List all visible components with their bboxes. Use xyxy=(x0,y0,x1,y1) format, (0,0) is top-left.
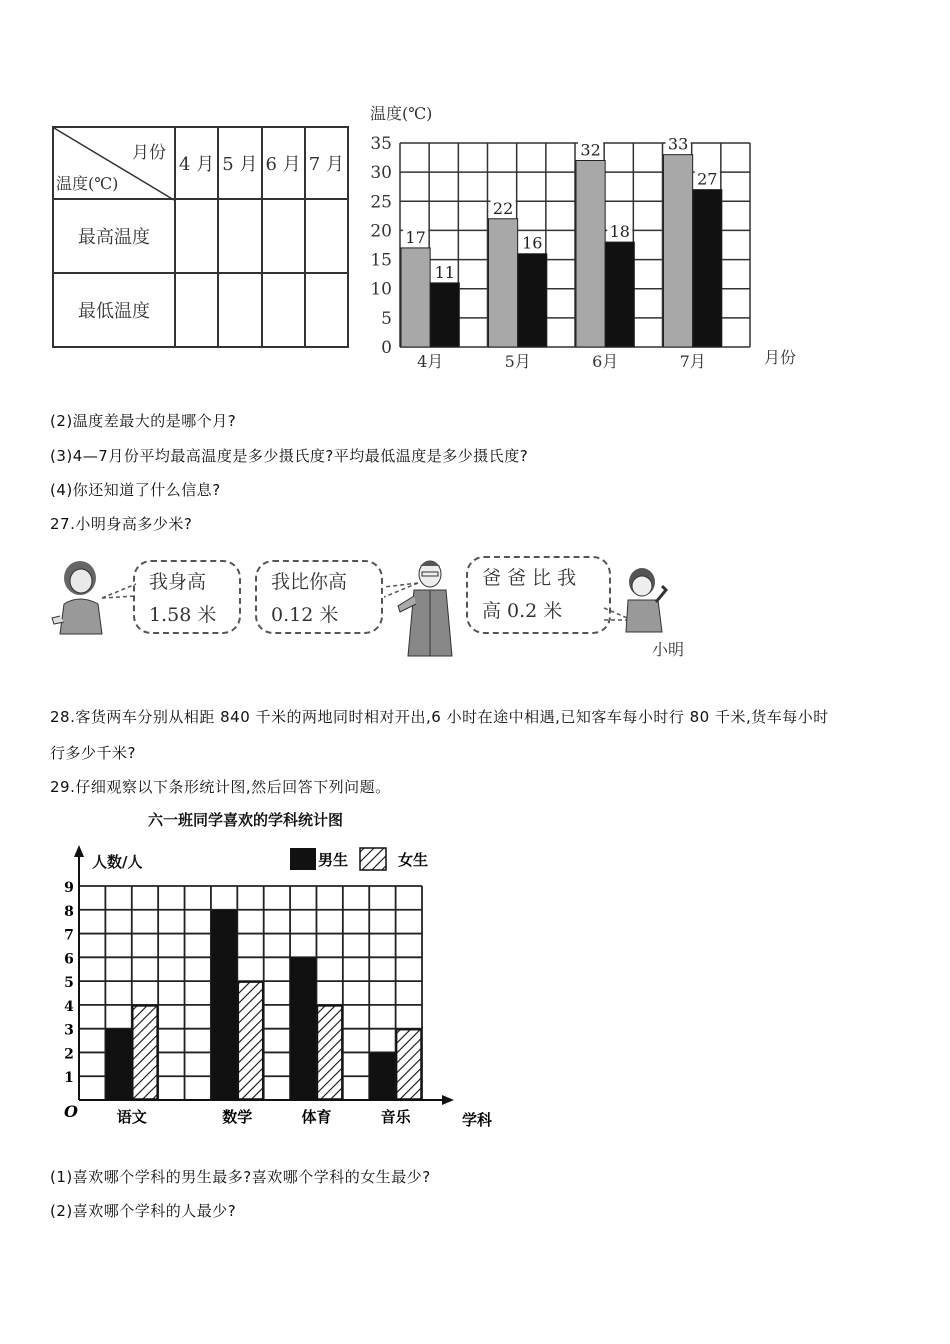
bubble-line: 我身高 xyxy=(149,571,207,593)
y-tick-label: 1 xyxy=(64,1070,74,1087)
y-tick-label: 8 xyxy=(64,903,74,920)
table-cell xyxy=(262,199,305,273)
row-label-max: 最高温度 xyxy=(53,199,175,273)
bar-min-temp xyxy=(605,242,634,347)
legend-girls-swatch xyxy=(360,848,386,870)
x-tick-label: 音乐 xyxy=(380,1108,411,1126)
speech-bubble-mother xyxy=(133,560,241,634)
bar-girls xyxy=(317,1006,341,1099)
bubble-line: 0.12 米 xyxy=(271,604,339,626)
x-tick-label: 5月 xyxy=(504,352,531,371)
y-tick-label: 4 xyxy=(64,998,74,1015)
y-axis-label: 人数/人 xyxy=(92,853,143,871)
bar-max-temp xyxy=(576,160,605,347)
y-tick-label: 9 xyxy=(64,880,74,896)
bar-girls xyxy=(397,1030,421,1099)
data-label: 33 xyxy=(667,134,689,154)
x-tick-label: 数学 xyxy=(222,1108,253,1126)
y-tick-label: 0 xyxy=(381,338,392,358)
data-label: 11 xyxy=(434,262,455,282)
y-tick-label: 15 xyxy=(370,250,392,271)
bubble-line: 1.58 米 xyxy=(149,604,217,626)
question-4: (4)你还知道了什么信息? xyxy=(50,481,221,499)
y-tick-label: 30 xyxy=(370,163,392,184)
bar-boys xyxy=(106,1030,130,1099)
data-label: 16 xyxy=(522,233,543,253)
x-tick-label: 体育 xyxy=(301,1108,332,1126)
legend-boys-swatch xyxy=(290,848,316,870)
y-tick-label: 7 xyxy=(64,927,74,944)
table-cell xyxy=(305,273,348,347)
bubble-line: 爸 爸 比 我 xyxy=(482,567,577,589)
question-28-line1: 28.客货两车分别从相距 840 千米的两地同时相对开出,6 小时在途中相遇,已知客车每小时行 80 千米,货车每小时 xyxy=(50,708,829,726)
table-cell xyxy=(175,273,218,347)
bar-boys xyxy=(291,958,315,1099)
y-tick-label: 25 xyxy=(370,192,392,213)
x-tick-label: 4月 xyxy=(417,352,444,371)
question-2: (2)温度差最大的是哪个月? xyxy=(50,412,237,430)
data-label: 17 xyxy=(405,227,426,247)
x-tick-label: 6月 xyxy=(592,352,619,371)
origin-label: O xyxy=(64,1102,78,1121)
subject-bar-chart xyxy=(50,805,493,1135)
y-tick-label: 5 xyxy=(64,975,74,992)
bar-boys xyxy=(370,1053,394,1099)
bar-max-temp xyxy=(489,219,518,347)
temperature-bar-chart xyxy=(360,95,800,380)
table-month-header: 4 月 xyxy=(175,127,218,199)
table-cell xyxy=(218,199,261,273)
table-cell xyxy=(175,199,218,273)
question-29: 29.仔细观察以下条形统计图,然后回答下列问题。 xyxy=(50,778,391,796)
y-tick-label: 35 xyxy=(370,134,392,154)
row-label-min: 最低温度 xyxy=(53,273,175,347)
x-tick-label: 语文 xyxy=(116,1108,147,1126)
header-month-label: 月份 xyxy=(132,143,166,163)
y-axis-label: 温度(℃) xyxy=(370,104,433,123)
bar-min-temp xyxy=(518,254,547,347)
data-label: 22 xyxy=(492,198,514,218)
question-29-1: (1)喜欢哪个学科的男生最多?喜欢哪个学科的女生最少? xyxy=(50,1168,431,1186)
xiaoming-figure xyxy=(620,566,670,636)
y-tick-label: 5 xyxy=(381,308,392,329)
y-tick-label: 2 xyxy=(64,1046,74,1063)
table-month-header: 7 月 xyxy=(305,127,348,199)
y-tick-label: 10 xyxy=(370,279,392,300)
legend-boys-label: 男生 xyxy=(318,851,349,869)
table-diagonal-header xyxy=(53,127,175,199)
bubble-line: 我比你高 xyxy=(271,571,348,593)
bar-min-temp xyxy=(430,283,459,347)
y-tick-label: 20 xyxy=(370,221,392,242)
bar-min-temp xyxy=(693,190,722,347)
x-axis-label: 月份 xyxy=(764,348,797,367)
table-month-header: 5 月 xyxy=(218,127,261,199)
speech-bubble-father xyxy=(255,560,383,634)
x-axis-label: 学科 xyxy=(462,1111,493,1129)
table-cell xyxy=(305,199,348,273)
chart-title: 六一班同学喜欢的学科统计图 xyxy=(148,811,344,829)
y-tick-label: 3 xyxy=(64,1022,74,1039)
x-tick-label: 7月 xyxy=(679,352,706,371)
header-temp-label: 温度(℃) xyxy=(56,174,119,193)
speech-bubble-xiaoming xyxy=(466,556,611,634)
xiaoming-name: 小明 xyxy=(652,640,685,659)
data-label: 27 xyxy=(697,169,718,189)
question-27: 27.小明身高多少米? xyxy=(50,515,193,533)
y-axis-arrow xyxy=(74,845,84,857)
bar-max-temp xyxy=(401,248,430,347)
bar-boys xyxy=(212,911,236,1099)
table-cell xyxy=(218,273,261,347)
question-3: (3)4—7月份平均最高温度是多少摄氏度?平均最低温度是多少摄氏度? xyxy=(50,447,529,465)
temperature-table xyxy=(52,126,349,348)
bubble-line: 高 0.2 米 xyxy=(482,600,563,622)
father-figure xyxy=(396,556,466,658)
table-month-header: 6 月 xyxy=(262,127,305,199)
y-tick-label: 6 xyxy=(64,951,74,968)
bar-girls xyxy=(238,982,262,1099)
bar-girls xyxy=(133,1006,157,1099)
bar-max-temp xyxy=(664,155,693,347)
question-28-line2: 行多少千米? xyxy=(50,744,136,762)
x-axis-arrow xyxy=(442,1095,454,1105)
table-cell xyxy=(262,273,305,347)
legend-girls-label: 女生 xyxy=(398,851,429,869)
data-label: 18 xyxy=(609,222,630,242)
data-label: 32 xyxy=(580,140,601,160)
question-29-2: (2)喜欢哪个学科的人最少? xyxy=(50,1202,237,1220)
